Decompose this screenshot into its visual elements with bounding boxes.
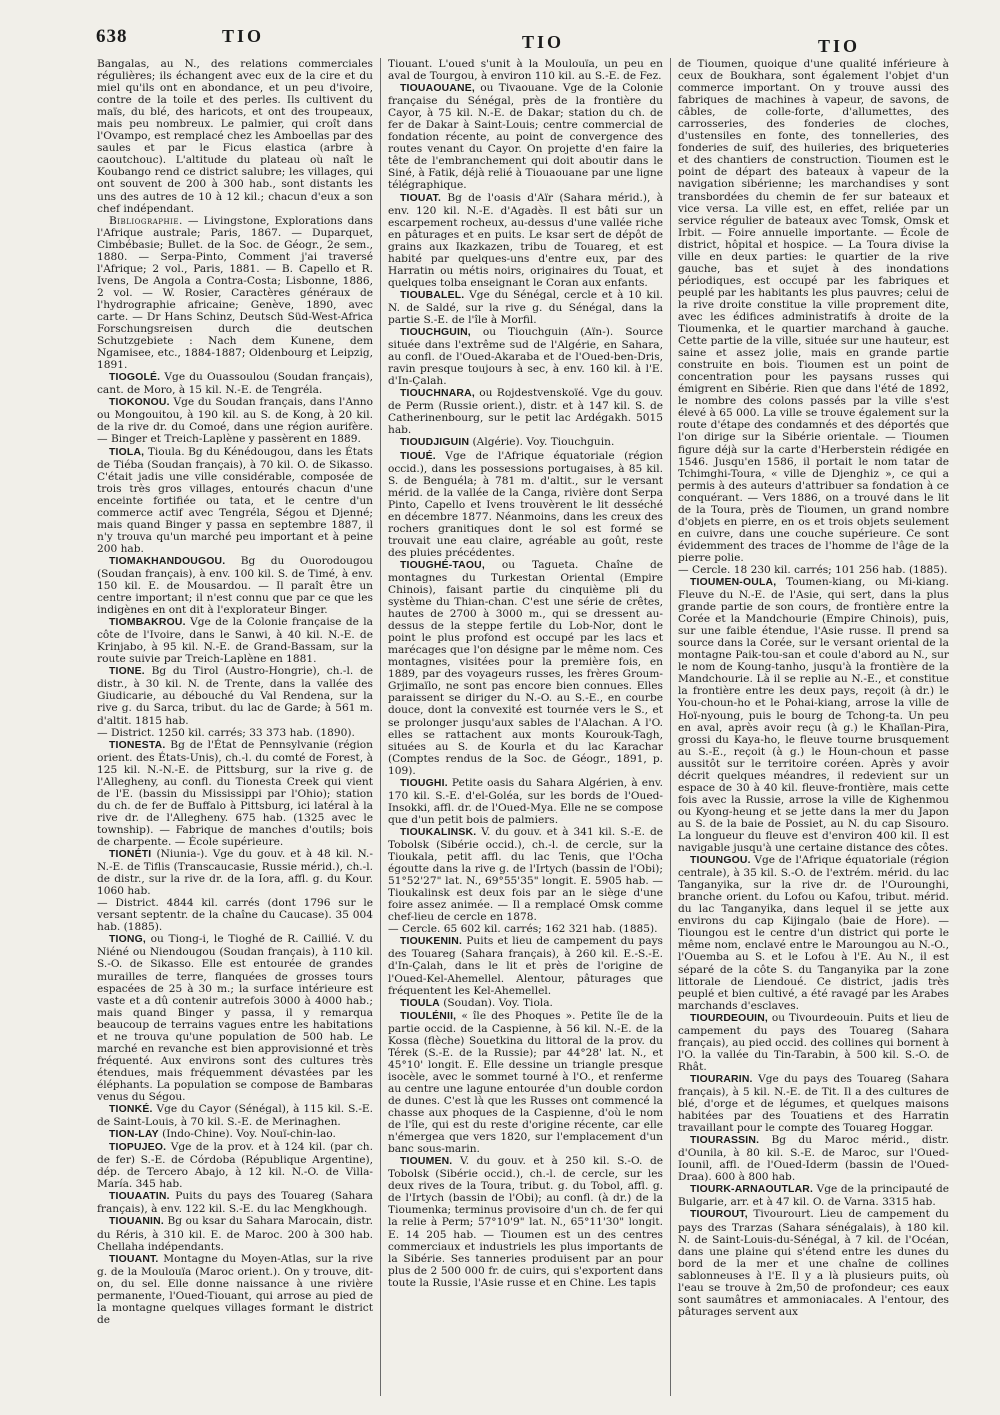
entry-text: Vge du Soudan français, dans l'Anno ou Mongouitou, à 190 kil. au S. de Kong, à 20 kil. de la rive dr. du Comoé, dans une région aurifère. — Binger et Treich-Laplène y passèrent en 1889. [97, 396, 373, 446]
dictionary-entry [97, 616, 373, 665]
entry-text: Bg de l'État de Pennsylvanie (région orient. des États-Unis), ch.-l. du comté de Forest, à 125 kil. N.-N.-E. de Pittsburg, sur la rive g. de l'Allegheny, au confl. du Tionesta Creek qui vient de l'E. (bassin du Mississippi par l'Ohio); station du ch. de fer de Buffalo à Pittsburg, ici latéral à la rive dr. de l'Allegheny. 675 hab. (1325 avec le township). — Fabrique de manches d'outils; bois de charpente. — École supérieure. [97, 738, 373, 848]
entry-text: Vge de la principauté de Bulgarie, arr. et à 47 kil. O. de Varna. 3315 hab. [678, 1183, 949, 1209]
dictionary-entry [97, 933, 373, 1103]
dictionary-entry [388, 1155, 663, 1289]
column-2 [380, 58, 670, 1396]
entry-headword: TIOMBAKROU. [109, 617, 186, 629]
entry-headword: TIONESTA. [109, 739, 166, 751]
dictionary-entry [678, 854, 949, 1012]
running-head-center: TIO [522, 32, 565, 52]
entry-text: V. du gouv. et à 341 kil. S.-E. de Tobolsk (Sibérie occid.), ch.-l. de cercle, sur la Tioukala, petit affl. du lac Tenis, que l'Ocha égoutte dans la rive g. de l'Irtych (bassin de l'Obi); 51°52'27" lat. N., 69°55'35" longit. E. 5905 hab. — Tioukalinsk est deux fois par an le siège d'une foire assez animée. — Il a remplacé Omsk comme chef-lieu de cercle en 1878. [388, 825, 663, 924]
page-number: 638 [96, 26, 128, 47]
entry-headword: TIOUAT. [400, 192, 442, 204]
entry-headword: TIONE. [109, 666, 145, 678]
dictionary-entry [97, 1141, 373, 1190]
entry-headword: TIONKÉ. [109, 1104, 153, 1116]
dictionary-entry [388, 326, 663, 387]
entry-headword: TIOURASSIN. [690, 1135, 760, 1147]
dictionary-entry [97, 848, 373, 897]
entry-text: ou Tiong-i, le Tioghé de R. Caillié. V. du Niéné ou Niendougou (Soudan français), à 110 kil. S.-O. de Sikasso. Elle est entourée de grandes murailles de terre, flanquées de grosses tours espacées de 25 à 30 m.; la surface intérieure est vaste et a dû contenir autrefois 3000 à 4000 hab.; mais quand Binger y passa, il y remarqua beaucoup de terrains vagues entre les habitations et ne trouva qu'une population de 500 hab. Le marché en revanche est bien approvisionné et très fréquenté. Aux environs sont des cultures très étendues, mais fréquemment dévastées par les éléphants. La population se compose de Bambaras venus du Ségou. [97, 933, 373, 1103]
entry-text: Bg ou ksar du Sahara Marocain, distr. du Réris, à 310 kil. E. de Maroc. 200 à 300 hab. Chellaha indépendants. [97, 1215, 373, 1253]
entry-text: Bg du Maroc mérid., distr. d'Ounila, à 80 kil. S.-E. de Maroc, sur l'Oued-Iounil, affl. de l'Oued-Iderm (bassin de l'Oued-Draa). 600 à 800 hab. [678, 1134, 949, 1184]
continuation-paragraph: Bangalas, au N., des relations commerciales régulières; ils échangent avec eux de la cire et du miel qu'ils ont en abondance, et un peu d'ivoire, contre de la toile et des perles. Ils cultivent du maïs, du blé, des haricots, et ont des troupeaux, mais peu nombreux. Le palmier, qui croît dans l'Ovampo, est remplacé chez les Amboellas par des saules et par le Ficus elastica (arbre à caoutchouc). L'altitude du plateau où naît le Koubango rend ce district salubre; les villages, qui ont souvent de 200 à 300 hab., sont distants les uns des autres de 10 à 12 kil.; chacun d'eux a son chef indépendant. [97, 58, 373, 215]
dictionary-entry [678, 576, 949, 854]
continuation-paragraph: — Cercle. 18 230 kil. carrés; 101 256 hab. (1885). [678, 563, 948, 576]
entry-headword: TIOUAOUANE, [400, 83, 475, 95]
entry-headword: TIOUCHNARA, [400, 388, 475, 400]
page-header [0, 14, 1000, 54]
continuation-paragraph: de Tioumen, quoique d'une qualité inférieure à ceux de Boukhara, sont également l'objet d'un commerce important. On y trouve aussi des fabriques de machines à vapeur, de savons, de câbles, de colle-forte, d'allumettes, des carrosseries, des fonderies de cloches, d'ustensiles en fonte, des tonnelleries, des fonderies de suif, des huileries, des briqueteries et des chantiers de construction. Tioumen est le point de départ des bateaux à vapeur de la navigation sibérienne; les marchandises y sont transbordées du chemin de fer sur bateaux et vice versa. La ville est, en effet, reliée par un service régulier de bateaux avec Tomsk, Omsk et Irbit. — Foire annuelle importante. — École de district, hôpital et hospice. — La Toura divise la ville en deux parties: le quartier de la rive gauche, bas et sujet à des inondations périodiques, est occupé par les fabriques et peuplé par les habitants les plus pauvres; celui de la rive droite constitue la ville proprement dite, avec les édifices administratifs à droite de la Tioumenka, et le quartier marchand à gauche. Cette partie de la ville, située sur une hauteur, est saine et assez jolie, mais en grande partie construite en bois. Tioumen est un point de concentration pour les paysans russes qui émigrent en Sibérie. Rien que dans l'été de 1892, le nombre des colons passés par la ville s'est élevé à 65 000. La ville se trouve également sur la route d'étape des condamnés et des déportés que l'on dirige sur la Sibérie orientale. — Tioumen figure déjà sur la carte d'Herberstein rédigée en 1546. Jusqu'en 1586, il portait le nom tatar de Tchimghi-Toura, « ville de Djenghiz », ce qui a permis à des auteurs d'attribuer sa fondation à ce conquérant. — Vers 1886, on a trouvé dans le lit de la Toura, près de Tioumen, un grand nombre d'objets en pierre, en os et trois objets seulement en cuivre, dans une couche supérieure. Ce sont évidemment des traces de l'homme de l'âge de la pierre polie. [678, 58, 949, 564]
entry-headword: TIOUGHÉ-TAOU, [400, 559, 485, 571]
entry-headword: TIOMAKHANDOUGOU. [109, 555, 226, 567]
entry-headword: TIONG, [109, 934, 146, 946]
entry-headword: TIOLA, [109, 446, 145, 458]
entry-text: Tivourourt. Lieu de campement du pays des Trarzas (Sahara sénégalais), à 180 kil. N. de Saint-Louis-du-Sénégal, à 7 kil. de l'Océan, dans une plaine qui s'étend entre les dunes du bord de la mer et une chaîne de collines sablonneuses à l'E. Il y a là plusieurs puits, où l'eau se trouve à 2m,50 de profondeur; ces eaux sont saumâtres et ammoniacales. A l'entour, des pâturages servent aux [678, 1208, 949, 1318]
entry-headword: TIOUROUT, [690, 1209, 748, 1221]
entry-headword: TIOUMEN-OULA, [690, 577, 777, 589]
entry-headword: TIONÉTI [109, 849, 152, 861]
entry-headword: TIOUGHI. [400, 777, 448, 789]
dictionary-entry [97, 1215, 373, 1252]
dictionary-entry [97, 555, 373, 616]
entry-text: Toumen-kiang, ou Mi-kiang. Fleuve du N.-E. de l'Asie, qui sert, dans la plus grande partie de son cours, de frontière entre la Corée et la Mandchourie (Empire Chinois), puis, sur une faible étendue, l'Asie russe. Il prend sa source dans la Corée, sur le versant oriental de la montagne Paik-tou-san et coule d'abord au N., sur le nom de Koung-tanho, jusqu'à la frontière de la Mandchourie. Là il se replie au N.-E., et constitue la frontière entre les deux pays, reçoit (à dr.) le You-choun-ho et le Pohai-kiang, arrose la ville de Hoï-nyoung, puis le bourg de Tchong-ta. Un peu en aval, après avoir reçu (à g.) le Khaïlan-Pira, grossi du Kaya-ho, le fleuve tourne brusquement au S.-E., reçoit (à g.) le Houn-choun et passe aussitôt sur le territoire coréen. Après y avoir décrit quelques méandres, il redevient sur un espace de 30 à 40 kil. fleuve-frontière, mais cette fois avec la Russie, arrose la ville de Kighenmou ou Kyong-heung et se jette dans la mer du Japon au S. de la baie de Possiet, au N. du cap Sisouro. La longueur du fleuve est d'environ 400 kil. Il est navigable jusqu'à une certaine distance des côtes. [678, 576, 949, 855]
entry-text: V. du gouv. et à 250 kil. S.-O. de Tobolsk (Sibérie occid.), ch.-l. de cercle, sur les deux rives de la Toura, tribut. g. du Tobol, affl. g. de l'Irtych (bassin de l'Obi); au confl. (à dr.) de la Tioumenka; terminus provisoire d'un ch. de fer qui la relie à Perm; 57°10'9" lat. N., 65°11'30" longit. E. 14 205 hab. — Tioumen est un des centres commerciaux et industriels les plus importants de la Sibérie. Ses tanneries produisent par an pour plus de 2 500 000 fr. de cuirs, qui s'exportent dans toute la Russie, l'Asie russe et en Chine. Les tapis [388, 1155, 663, 1289]
dictionary-entry [388, 1010, 663, 1156]
entry-headword: TIOUAATIN. [109, 1191, 170, 1203]
entry-text: (Algérie). Voy. Tiouchguin. [469, 436, 615, 449]
entry-headword: TIOGOLÉ. [109, 372, 161, 384]
entry-text: Vge de l'Afrique équatoriale (région centrale), à 35 kil. S.-O. de l'extrém. mérid. du lac Tanganyika, sur la rive dr. de l'Ourounghi, branche orient. du Lofou ou Kafou, tribut. mérid. du lac Tanganyika, dans lequel il se jette aux environs du cap Kijingalo (baie de Hore). — Tioungou est le centre d'un district qui porte le même nom, enclavé entre le Maroungou au N.-O., l'Ouemba au S. et le Lofou à l'E. Au N., il est séparé de la côte S. du Tanganyika par la zone littorale de Liendoué. Ce district, jadis très peuplé et bien cultivé, a été ravagé par les Arabes marchands d'esclaves. [678, 854, 949, 1012]
entry-headword: TIOUANT. [109, 1253, 159, 1265]
dictionary-entry [388, 450, 663, 559]
entry-text: Vge de la Colonie française de la côte de l'Ivoire, dans le Sanwi, à 40 kil. N.-E. de Krinjabo, à 95 kil. N.-E. de Grand-Bassam, sur la route suivie par Treich-Laplène en 1881. [97, 616, 373, 666]
dictionary-entry [388, 289, 663, 326]
entry-headword: TIOURDEOUIN, [690, 1012, 769, 1024]
dictionary-entry [97, 739, 373, 848]
entry-text: ou Tivourdeouin. Puits et lieu de campement du pays des Touareg (Sahara français), au pied occid. des collines qui bornent à l'O. la vallée du Tin-Tarabin, à 500 kil. S.-O. de Rhât. [678, 1011, 949, 1073]
dictionary-entry [388, 192, 663, 289]
entry-headword: TIOUCHGUIN, [400, 327, 471, 339]
dictionary-entry [678, 1208, 949, 1317]
dictionary-entry [388, 826, 663, 923]
entry-text: (Indo-Chine). Voy. Nouï-chin-lao. [158, 1128, 336, 1141]
entry-headword: TIOUDJIGUIN [400, 437, 470, 449]
entry-headword: TIOUNGOU. [690, 855, 751, 867]
entry-text: Montagne du Moyen-Atlas, sur la rive g. de la Moulouïa (Maroc orient.). On y trouve, dit-on, du sel. Elle donne naissance à une rivière permanente, l'Oued-Tiouant, qui arrose au pied de la montagne quelques villages formant le district de [97, 1252, 373, 1326]
entry-headword: TIOUBALEL. [400, 289, 465, 301]
dictionary-entry [678, 1183, 949, 1208]
entry-text: Petite oasis du Sahara Algérien, à env. 170 kil. S.-E. d'el-Goléa, sur les bords de l'Oued-Insokki, affl. dr. de l'Oued-Mya. Elle ne se compose que d'un petit bois de palmiers. [388, 776, 663, 826]
dictionary-entry [388, 997, 663, 1010]
entry-text: (Niunia-). Vge du gouv. et à 48 kil. N.-N.-E. de Tiflis (Transcaucasie, Russie mérid.), ch.-l. de distr., sur la rive dr. de la Iora, affl. g. du Kour. 1060 hab. [97, 848, 373, 898]
dictionary-entry [97, 665, 373, 726]
entry-text: Bg du Tirol (Austro-Hongrie), ch.-l. de distr., à 30 kil. N. de Trente, dans la vallée des Giudicarie, au débouché du Val Rendena, sur la rive g. du Sarca, tribut. du lac de Garde; à 561 m. d'altit. 1815 hab. [97, 665, 373, 727]
dictionary-entry [388, 436, 663, 449]
entry-headword: TIOUÉ. [400, 450, 436, 462]
dictionary-entry [388, 935, 663, 996]
entry-text: Vge du Sénégal, cercle et à 10 kil. N. de Saldé, sur la rive g. du Sénégal, dans la partie S.-E. de l'île à Morfil. [388, 288, 663, 326]
entry-headword: TIOUMEN. [400, 1156, 453, 1168]
continuation-paragraph: Tiouant. L'oued s'unit à la Moulouïa, un peu en aval de Tourgou, à environ 110 kil. au S.-E. de Fez. [388, 58, 663, 83]
entry-text: « île des Phoques ». Petite île de la partie occid. de la Caspienne, à 56 kil. N.-E. de la Kossa (flèche) Souetkina du littoral de la prov. du Térek (S.-E. de la Russie); par 44°28' lat. N., et 45°10' longit. E. Elle dessine un triangle presque isocèle, avec le sommet tourné à l'O., et renferme au centre une lagune entourée d'un double cordon de dunes. C'est là que les Russes ont commencé la chasse aux phoques de la Caspienne, d'où le nom de l'île, qui est du reste d'origine récente, car elle n'émergea que vers 1820, sur l'emplacement d'un banc sous-marin. [388, 1009, 663, 1156]
entry-headword: TION-LAY [109, 1129, 159, 1141]
dictionary-entry [388, 387, 663, 436]
dictionary-entry [388, 777, 663, 826]
bibliography-label: Bibliographie. [109, 214, 183, 227]
entry-headword: TIOUANIN. [109, 1216, 164, 1228]
entry-headword: TIOKONOU. [109, 397, 170, 409]
entry-headword: TIOURK-ARNAOUTLAR. [690, 1184, 814, 1196]
bibliography-text: — Livingstone, Explorations dans l'Afrique australe; Paris, 1867. — Duparquet, Cimbébasie; Bullet. de la Soc. de Géogr., 2e sem., 1880. — Serpa-Pinto, Comment j'ai traversé l'Afrique; 2 vol., Paris, 1881. — B. Capello et R. Ivens, De Angola a Contra-Costa; Lisbonne, 1886, 2 vol. — W. Rosier, Caractères généraux de l'hydrographie africaine; Genève, 1890, avec carte. — Dr Hans Schinz, Deutsch Süd-West-Africa Forschungsreisen durch die deutschen Schutzgebiete : Nach dem Kunene, dem Ngamisee, etc., 1884-1887; Oldenbourg et Leipzig, 1891. [97, 214, 373, 372]
running-head-left: TIO [222, 26, 265, 46]
entry-headword: TIOULA [400, 997, 440, 1009]
dictionary-entry [678, 1134, 949, 1183]
dictionary-entry [97, 371, 373, 396]
column-1 [90, 58, 380, 1396]
dictionary-entry [97, 1253, 373, 1326]
dictionary-entry [388, 559, 663, 777]
entry-text: Puits du pays des Touareg (Sahara français), à env. 122 kil. S.-E. du lac Mengkhough. [97, 1190, 373, 1216]
dictionary-entry [97, 1128, 373, 1141]
dictionary-entry [97, 1103, 373, 1128]
entry-text: ou Tivaouane. Vge de la Colonie française du Sénégal, près de la frontière du Cayor, à 75 kil. N.-E. de Dakar; station du ch. de fer de Dakar à Saint-Louis; centre commercial de fondation récente, au point de convergence des routes venant du Cayor. On projette d'en faire la tête de l'embranchement qui doit aboutir dans le Siné, à Fatik, déjà relié à Tiouaouane par une ligne télégraphique. [388, 82, 663, 192]
dictionary-entry [388, 82, 663, 191]
dictionary-entry [678, 1012, 949, 1073]
entry-text: ou Tagueta. Chaîne de montagnes du Turkestan Oriental (Empire Chinois), faisant partie du cinquième pli du système du Thian-chan. C'est une série de crêtes, hautes de 2700 à 3000 m., qui se dressent au-dessus de la steppe fertile du Lob-Nor, dont le point le plus profond est occupé par les lacs et marécages que l'on désigne par le même nom. Ces montagnes, visitées pour la première fois, en 1889, par des voyageurs russes, les frères Groum-Grjimaïlo, ne sont pas encore bien connues. Elles paraissent se diriger du N.-O. au S.-E., en courbe douce, dont la convexité est tournée vers le S., et se prolonger jusqu'aux sables de l'Alachan. A l'O. elles se rattachent aux monts Kourouk-Tagh, situées au S. de Kourla et du lac Karachar (Comptes rendus de la Soc. de Géogr., 1891, p. 109). [388, 558, 663, 777]
entry-headword: TIOURARIN. [690, 1073, 753, 1085]
dictionary-entry [97, 446, 373, 555]
continuation-paragraph: — District. 4844 kil. carrés (dont 1796 sur le versant septentr. de la chaîne du Caucase). 35 004 hab. (1885). [97, 897, 373, 934]
entry-text: ou Rojdestvenskoïé. Vge du gouv. de Perm (Russie orient.), distr. et à 147 kil. S. de Catherinenbourg, sur le petit lac Ardégakh. 5015 hab. [388, 387, 663, 437]
entry-headword: TIOUKALINSK. [400, 826, 477, 838]
entry-text: Vge du pays des Touareg (Sahara français), à 5 kil. N.-E. de Tit. Il a des cultures de blé, d'orge et de légumes, et quelques maisons habitées par des Touatiens et des Harratin travaillant pour le compte des Touareg Hoggar. [678, 1072, 949, 1135]
entry-text: (Soudan). Voy. Tiola. [439, 996, 553, 1009]
continuation-paragraph: — Cercle. 65 602 kil. carrés; 162 321 hab. (1885). [388, 923, 658, 936]
entry-headword: TIOPUJEO. [109, 1142, 167, 1154]
running-head-right: TIO [818, 36, 861, 56]
entry-text: Bg du Ouorodougou (Soudan français), à env. 100 kil. S. de Timé, à env. 150 kil. E. de Mousardou. — Il paraît être un centre important; il n'est connu que par ce que les indigènes en ont dit à l'explorateur Binger. [97, 554, 373, 617]
text-columns [90, 58, 958, 1398]
entry-text: Vge du Cayor (Sénégal), à 115 kil. S.-E. de Saint-Louis, à 70 kil. S.-E. de Merinaghen. [97, 1103, 373, 1129]
entry-text: Vge de l'Afrique équatoriale (région occid.), dans les possessions portugaises, à 85 kil. S. de Benguéla; à 781 m. d'altit., sur le versant mérid. de la vallée de la Canga, rivière dont Serpa Pinto, Capello et Ivens trouvèrent le lit desséché en décembre 1877. Néanmoins, dans les creux des rochers granitiques dont le sol est formé se trouvait une eau claire, agréable au goût, reste des pluies précédentes. [388, 449, 663, 559]
entry-headword: TIOUKENIN. [400, 936, 463, 948]
entry-text: Puits et lieu de campement du pays des Touareg (Sahara français), à 260 kil. E.-S.-E. d'In-Çalah, dans le lit et près de l'origine de l'Oued-Kel-Ahemellel. Alentour, pâturages que fréquentent les Kel-Ahemellel. [388, 935, 663, 997]
entry-text: Vge du Ouassoulou (Soudan français), cant. de Moro, à 15 kil. N.-E. de Tengréla. [97, 371, 373, 397]
dictionary-entry [97, 1190, 373, 1215]
continuation-paragraph: — District. 1250 kil. carrés; 33 373 hab. (1890). [97, 726, 355, 739]
entry-text: Bg de l'oasis d'Aïr (Sahara mérid.), à env. 120 kil. N.-E. d'Agadès. Il est bâti sur un escarpement rocheux, au-dessus d'une vallée riche en pâturages et en puits. Le ksar sert de dépôt de grains aux Ikazkazen, tribu de Touareg, et est habité par quelques-uns d'entre eux, par des Harratin ou métis noirs, originaires du Touat, et quelques tolba enseignant le Coran aux enfants. [388, 191, 663, 289]
column-3 [670, 58, 956, 1396]
dictionary-entry [97, 396, 373, 445]
entry-text: Tioula. Bg du Kénédougou, dans les États de Tiéba (Soudan français), à 70 kil. O. de Sikasso. C'était jadis une ville considérable, composée de trois très gros villages, entourés chacun d'une enceinte fortifiée ou tata, et le centre d'un commerce actif avec Tengréla, Ségou et Djenné; mais quand Binger y passa en septembre 1887, il n'y trouva qu'un marché peu important et à peine 200 hab. [97, 445, 373, 555]
entry-headword: TIOULÉNII, [400, 1010, 457, 1022]
bibliography-paragraph [97, 215, 373, 372]
entry-text: ou Tiouchguin (Aïn-). Source située dans l'extrême sud de l'Algérie, en Sahara, au confl. de l'Oued-Akaraba et de l'Oued-ben-Dris, ravin presque toujours à sec, à env. 160 kil. à l'E. d'In-Çalah. [388, 326, 663, 388]
dictionary-entry [678, 1073, 949, 1134]
entry-text: Vge de la prov. et à 124 kil. (par ch. de fer) S.-E. de Córdoba (République Argentine), dép. de Tercero Abajo, à 12 kil. N.-O. de Villa-María. 345 hab. [97, 1141, 373, 1191]
